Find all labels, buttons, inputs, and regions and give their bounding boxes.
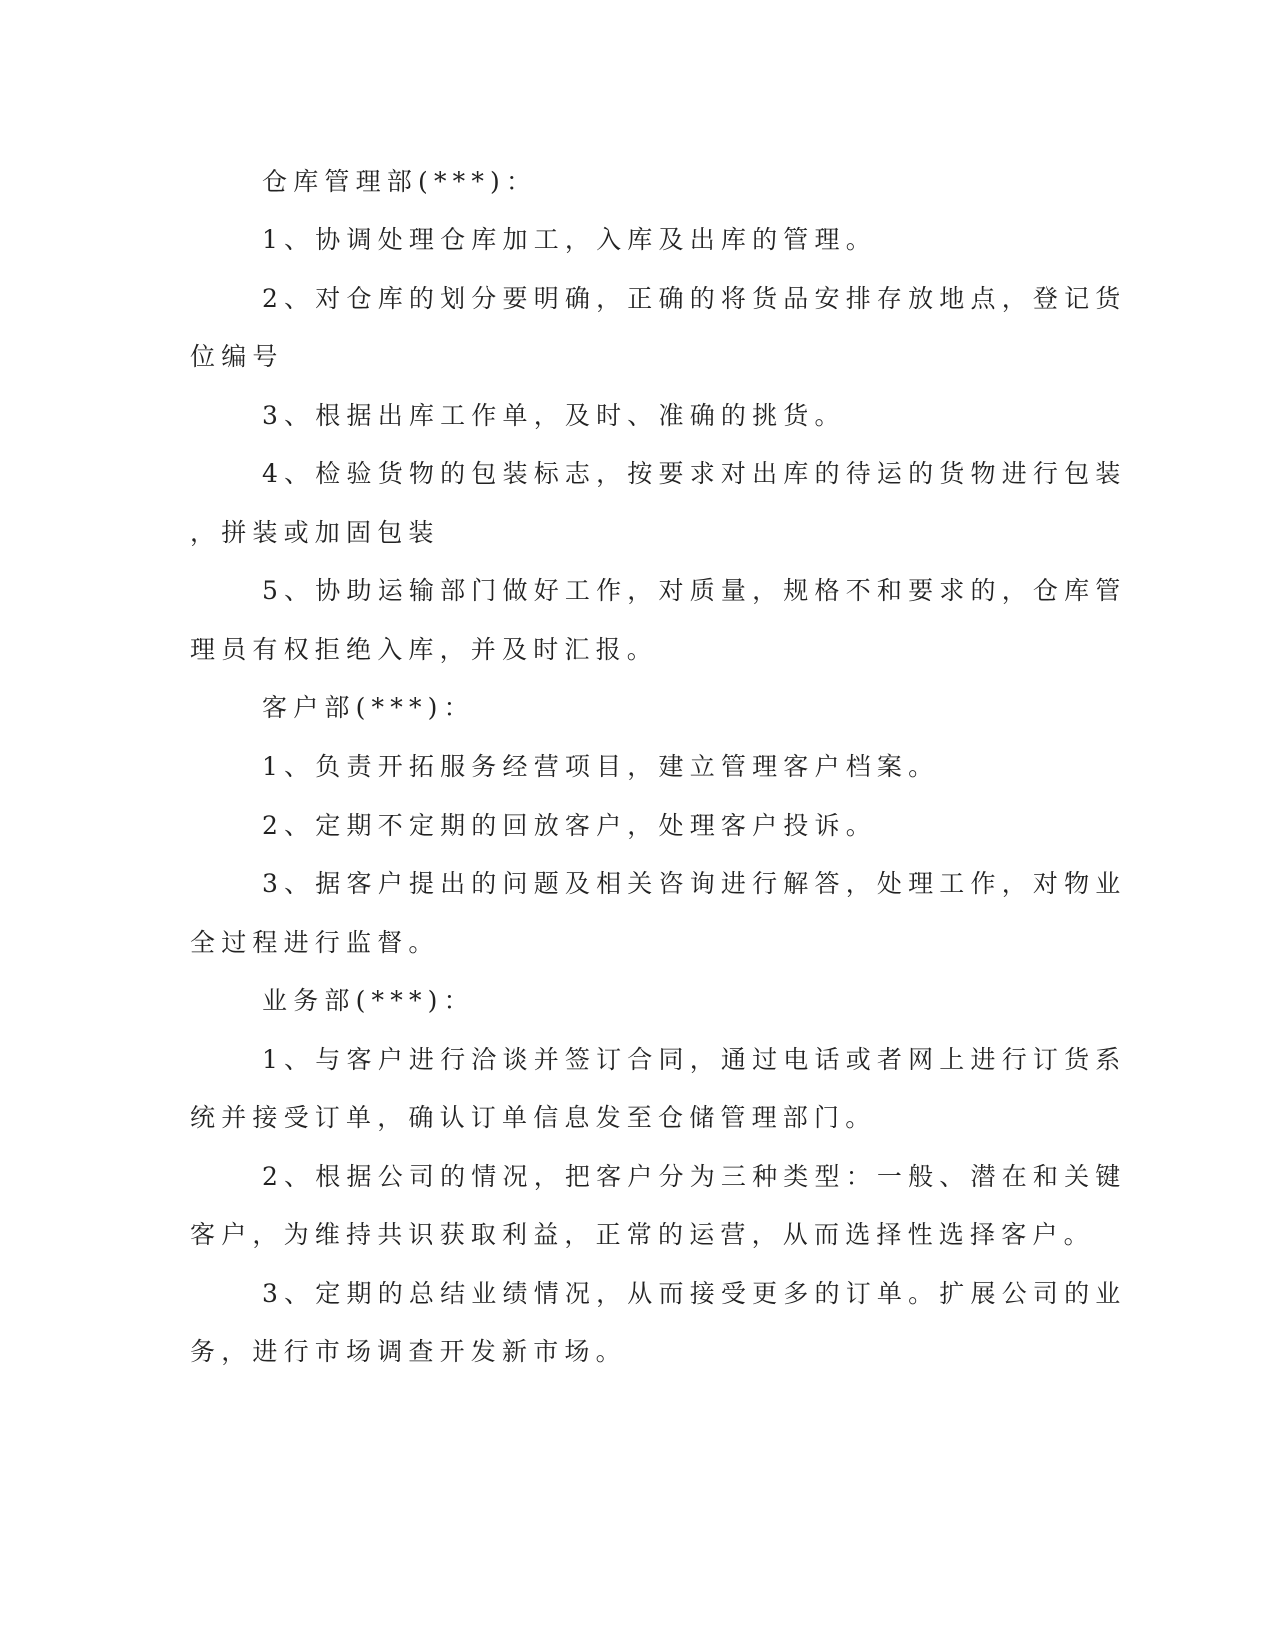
paragraph-line: ，拼装或加固包装	[190, 518, 440, 547]
paragraph-line: 1、协调处理仓库加工，入库及出库的管理。	[262, 225, 877, 254]
paragraph-line: 统并接受订单，确认订单信息发至仓储管理部门。	[190, 1103, 877, 1132]
paragraph-line: 2、对仓库的划分要明确，正确的将货品安排存放地点，登记货	[262, 284, 1127, 313]
paragraph-line: 4、检验货物的包装标志，按要求对出库的待运的货物进行包装	[262, 459, 1127, 488]
paragraph-line: 3、根据出库工作单，及时、准确的挑货。	[262, 401, 846, 430]
paragraph-line: 务，进行市场调查开发新市场。	[190, 1337, 627, 1366]
paragraph-line: 3、据客户提出的问题及相关咨询进行解答，处理工作，对物业	[262, 869, 1127, 898]
paragraph-line: 1、与客户进行洽谈并签订合同，通过电话或者网上进行订货系	[262, 1045, 1127, 1074]
paragraph-line: 5、协助运输部门做好工作，对质量，规格不和要求的，仓库管	[262, 576, 1127, 605]
section-heading-customer: 客户部(***)：	[262, 693, 475, 722]
paragraph-line: 2、根据公司的情况，把客户分为三种类型：一般、潜在和关键	[262, 1162, 1127, 1191]
paragraph-line: 位编号	[190, 342, 284, 371]
paragraph-line: 2、定期不定期的回放客户，处理客户投诉。	[262, 811, 877, 840]
paragraph-line: 客户，为维持共识获取利益，正常的运营，从而选择性选择客户。	[190, 1220, 1095, 1249]
paragraph-line: 全过程进行监督。	[190, 928, 440, 957]
section-heading-warehouse: 仓库管理部(***)：	[262, 167, 538, 196]
paragraph-line: 3、定期的总结业绩情况，从而接受更多的订单。扩展公司的业	[262, 1279, 1127, 1308]
paragraph-line: 理员有权拒绝入库，并及时汇报。	[190, 635, 659, 664]
paragraph-line: 1、负责开拓服务经营项目，建立管理客户档案。	[262, 752, 940, 781]
section-heading-business: 业务部(***)：	[262, 986, 475, 1015]
